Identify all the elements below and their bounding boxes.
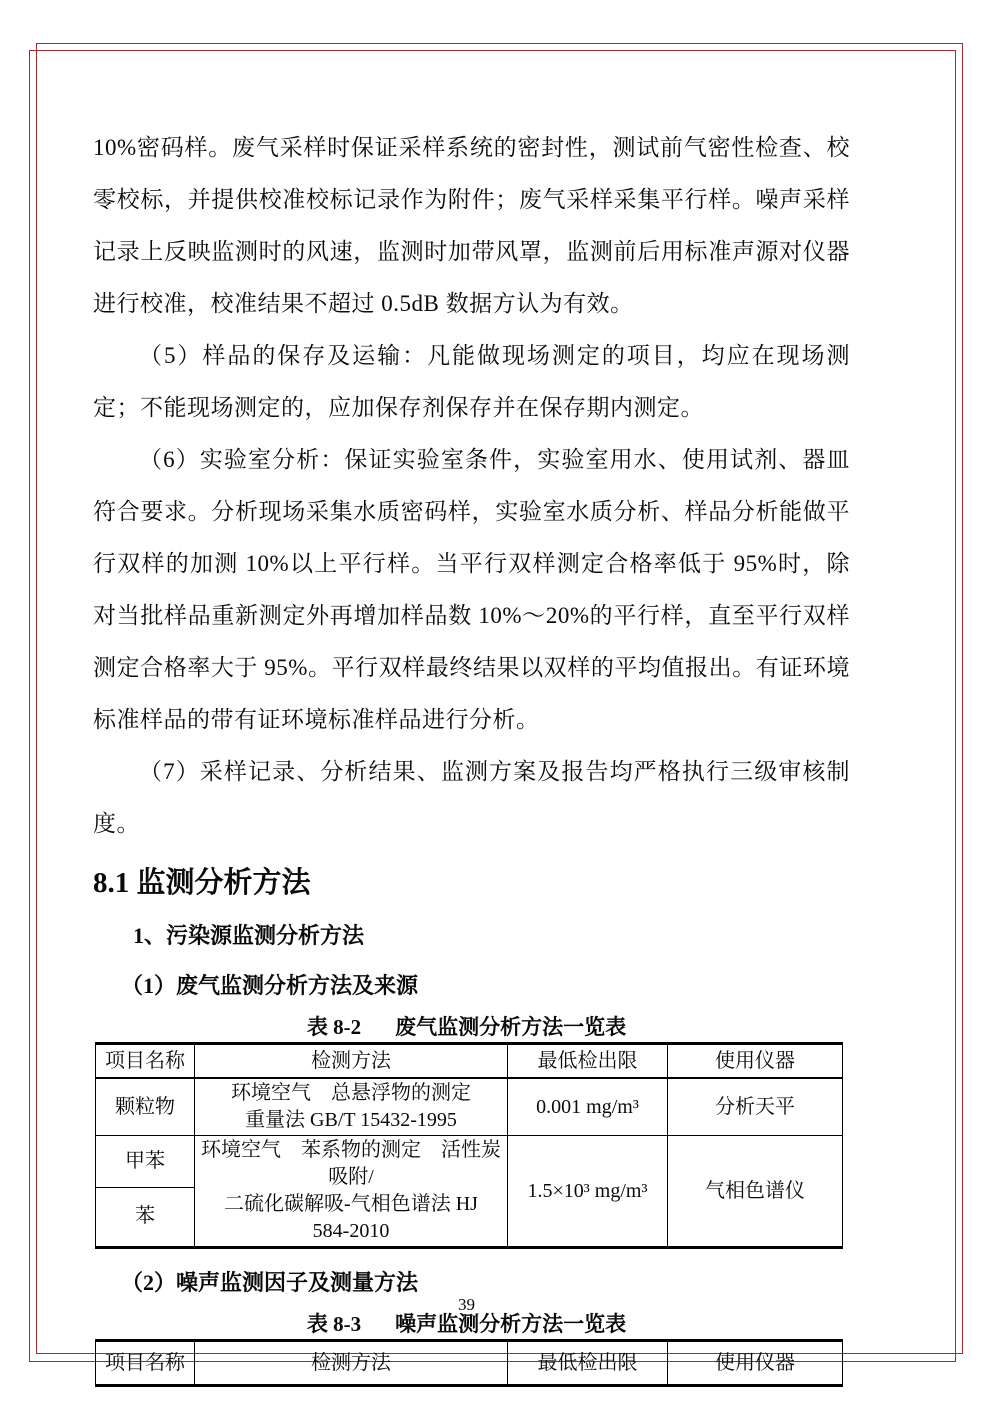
table-row [96, 1136, 843, 1188]
cell-instrument-benzene-series: 气相色谱仪 [668, 1136, 843, 1248]
method-line: 重量法 GB/T 15432-1995 [245, 1109, 457, 1131]
table-8-3-caption-title: 噪声监测分析方法一览表 [395, 1312, 627, 1336]
cell-limit-benzene-series: 1.5×10³ mg/m³ [508, 1136, 668, 1248]
page-content [93, 122, 850, 1387]
paragraph-item6-lab-analysis: （6）实验室分析：保证实验室条件，实验室用水、使用试剂、器皿符合要求。分析现场采集水质密码样，实验室水质分析、样品分析能做平行双样的加测 10%以上平行样。当平行双样测定合格率低于 95%时，除对当批样品重新测定外再增加样品数 10%～20%的平行样，直至平行双样测定合格率大于 95%。平行双样最终结果以双样的平均值报出。有证环境标准样品的带有证环境标准样品进行分析。 [93, 447, 850, 732]
item-heading-noise-methods: （2）噪声监测因子及测量方法 [121, 1270, 419, 1295]
item-heading-waste-gas-methods: （1）废气监测分析方法及来源 [121, 973, 419, 998]
column-header-instrument: 使用仪器 [668, 1044, 843, 1079]
method-line: 584-2010 [312, 1220, 390, 1242]
page-number: 39 [458, 1295, 475, 1314]
table-row [96, 1078, 843, 1136]
column-header-item-name: 项目名称 [96, 1341, 195, 1386]
cell-item-benzene: 苯 [96, 1187, 195, 1247]
method-line: 二硫化碳解吸-气相色谱法 HJ [224, 1193, 478, 1215]
method-line: 环境空气 苯系物的测定 活性炭吸附/ [201, 1139, 501, 1188]
column-header-detection-limit: 最低检出限 [508, 1044, 668, 1079]
cell-item-particulate: 颗粒物 [96, 1078, 195, 1136]
table-8-3-caption-number: 表 8-3 [306, 1312, 362, 1336]
column-header-item-name: 项目名称 [96, 1044, 195, 1079]
table-8-2-caption-number: 表 8-2 [306, 1015, 362, 1039]
table-8-2-caption-title: 废气监测分析方法一览表 [395, 1015, 627, 1039]
paragraph-item7-review-system: （7）采样记录、分析结果、监测方案及报告均严格执行三级审核制度。 [93, 759, 850, 836]
table-8-2-caption [93, 1002, 840, 1042]
column-header-method: 检测方法 [195, 1341, 508, 1386]
cell-limit-particulate: 0.001 mg/m³ [508, 1078, 668, 1136]
subheading-pollution-source-methods: 1、污染源监测分析方法 [133, 923, 365, 948]
cell-method-particulate [195, 1078, 508, 1136]
paragraph-sampling-qa: 10%密码样。废气采样时保证采样系统的密封性，测试前气密性检查、校零校标，并提供校准校标记录作为附件；废气采样采集平行样。噪声采样记录上反映监测时的风速，监测时加带风罩，监测前后用标准声源对仪器进行校准，校准结果不超过 0.5dB 数据方认为有效。 [93, 135, 850, 316]
cell-method-benzene-series [195, 1136, 508, 1248]
table-row [96, 1341, 843, 1386]
column-header-instrument: 使用仪器 [668, 1341, 843, 1386]
method-line: 环境空气 总悬浮物的测定 [231, 1082, 471, 1104]
paragraph-item5-storage-transport: （5）样品的保存及运输：凡能做现场测定的项目，均应在现场测定；不能现场测定的，应加保存剂保存并在保存期内测定。 [93, 343, 850, 420]
cell-item-toluene: 甲苯 [96, 1136, 195, 1188]
cell-instrument-particulate: 分析天平 [668, 1078, 843, 1136]
column-header-detection-limit: 最低检出限 [508, 1341, 668, 1386]
table-row [96, 1044, 843, 1079]
section-heading-8-1: 8.1 监测分析方法 [93, 867, 311, 899]
table-noise-methods [95, 1339, 843, 1387]
table-waste-gas-methods [95, 1042, 843, 1249]
column-header-method: 检测方法 [195, 1044, 508, 1079]
